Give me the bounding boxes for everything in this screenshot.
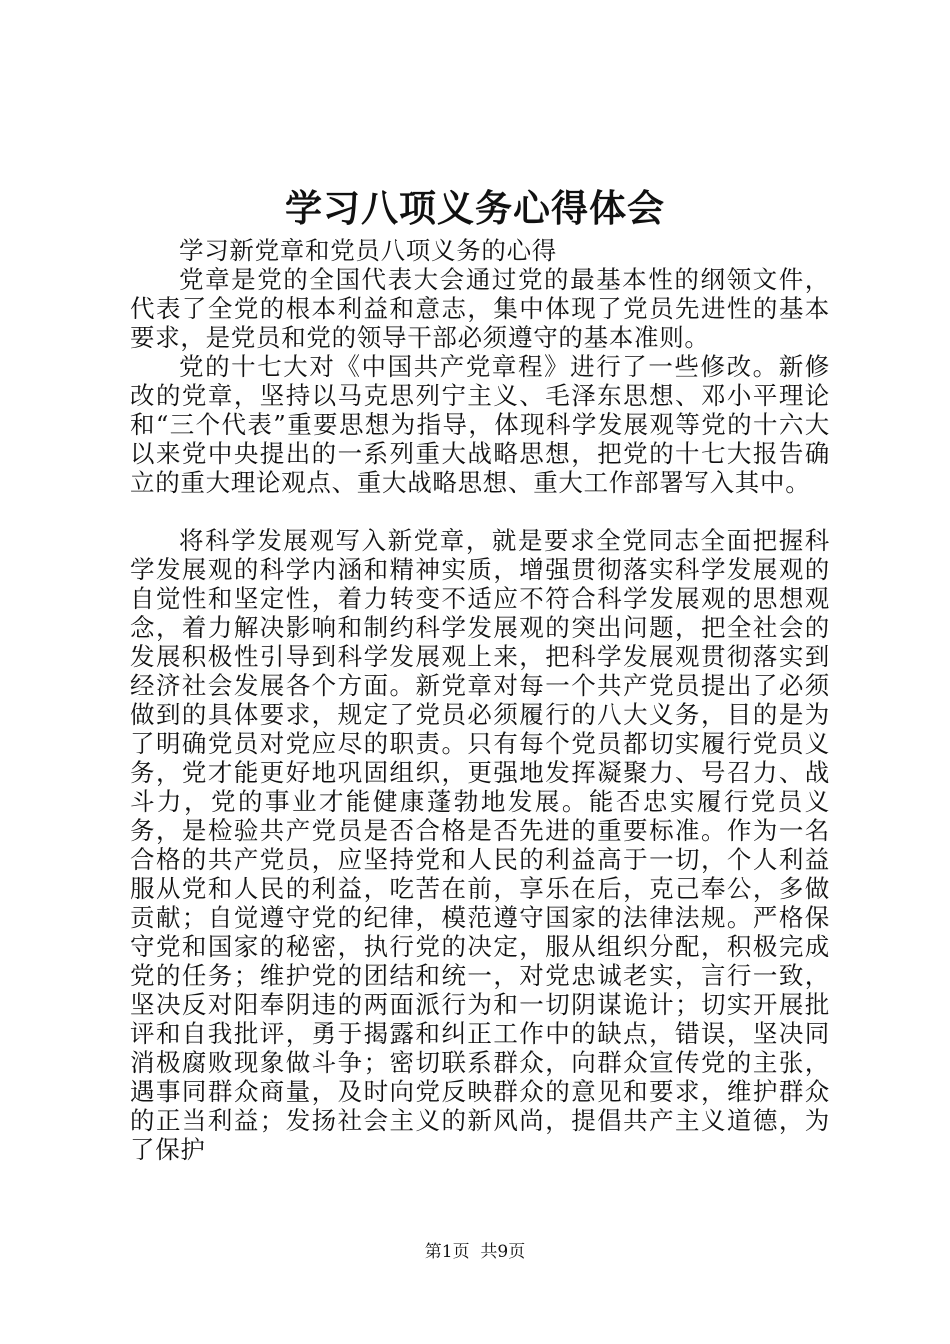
subtitle-paragraph: 学习新党章和党员八项义务的心得: [179, 236, 557, 265]
page-footer: [0, 1240, 950, 1264]
body-paragraph: 党章是党的全国代表大会通过党的最基本性的纲领文件，代表了全党的根本利益和意志，集中体现了党员先进性的基本要求，是党员和党的领导干部必须遵守的基本准则。: [130, 265, 830, 352]
document-body: [130, 236, 830, 1164]
page-total: 共9页: [480, 1242, 526, 1262]
body-paragraph: 将科学发展观写入新党章，就是要求全党同志全面把握科学发展观的科学内涵和精神实质，增强贯彻落实科学发展观的自觉性和坚定性，着力转变不适应不符合科学发展观的思想观念，着力解决影响和制约科学发展观的突出问题，把全社会的发展积极性引导到科学发展观上来，把科学发展观贯彻落实到经济社会发展各个方面。新党章对每一个共产党员提出了必须做到的具体要求，规定了党员必须履行的八大义务，目的是为了明确党员对党应尽的职责。只有每个党员都切实履行党员义务，党才能更好地巩固组织，更强地发挥凝聚力、号召力、战斗力，党的事业才能健康蓬勃地发展。能否忠实履行党员义务，是检验共产党员是否合格是否先进的重要标准。作为一名合格的共产党员，应坚持党和人民的利益高于一切，个人利益服从党和人民的利益，吃苦在前，享乐在后，克己奉公，多做贡献；自觉遵守党的纪律，模范遵守国家的法律法规。严格保守党和国家的秘密，执行党的决定，服从组织分配，积极完成党的任务；维护党的团结和统一，对党忠诚老实，言行一致，坚决反对阳奉阴违的两面派行为和一切阴谋诡计；切实开展批评和自我批评，勇于揭露和纠正工作中的缺点，错误，坚决同消极腐败现象做斗争；密切联系群众，向群众宣传党的主张，遇事同群众商量，及时向党反映群众的意见和要求，维护群众的正当利益；发扬社会主义的新风尚，提倡共产主义道德，为了保护: [130, 526, 830, 1164]
page-number: 第1页: [424, 1242, 470, 1262]
document-title: 学习八项义务心得体会: [285, 186, 665, 230]
body-paragraph: 党的十七大对《中国共产党章程》进行了一些修改。新修改的党章，坚持以马克思列宁主义、毛泽东思想、邓小平理论和“三个代表”重要思想为指导，体现科学发展观等党的十六大以来党中央提出的一系列重大战略思想，把党的十七大报告确立的重大理论观点、重大战略思想、重大工作部署写入其中。: [130, 352, 830, 497]
